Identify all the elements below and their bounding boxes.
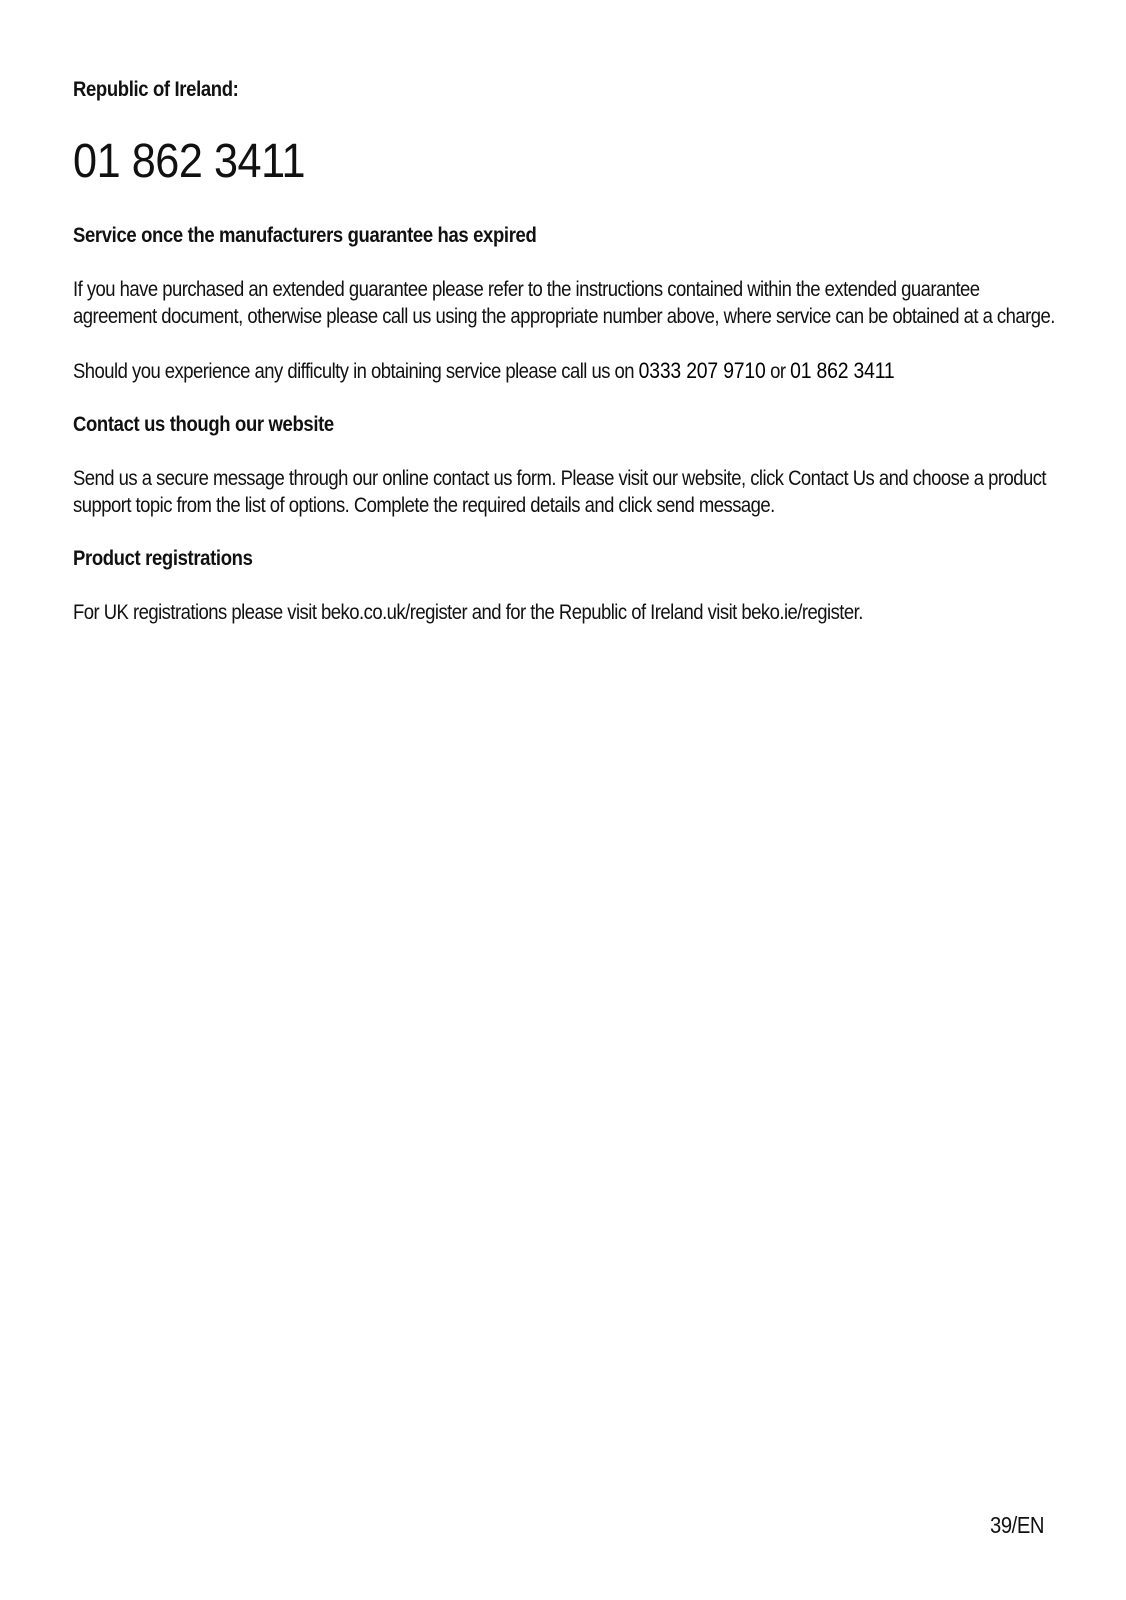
- document-page: [73, 76, 1063, 626]
- service-expired-paragraph: If you have purchased an extended guarantee please refer to the instructions contained within the extended guarantee agreement document, otherwise please call us using the appropriate number above, where service can be obtained at a charge.: [73, 278, 1055, 328]
- page-number: 39/EN: [990, 1512, 1045, 1538]
- ie-phone-number: 01 862 3411: [790, 358, 895, 383]
- website-heading: Contact us though our website: [73, 413, 334, 436]
- difficulty-text: Should you experience any difficulty in obtaining service please call us on: [73, 360, 639, 383]
- ireland-phone-number: 01 862 3411: [73, 135, 306, 188]
- or-text: or: [765, 360, 791, 383]
- registrations-paragraph: For UK registrations please visit beko.co.uk/register and for the Republic of Ireland visit beko.ie/register.: [73, 601, 863, 624]
- registrations-heading: Product registrations: [73, 547, 253, 570]
- uk-phone-number: 0333 207 9710: [638, 358, 766, 383]
- ireland-heading: Republic of Ireland:: [73, 78, 239, 101]
- difficulty-paragraph: [73, 357, 1063, 385]
- service-expired-heading: Service once the manufacturers guarantee has expired: [73, 224, 537, 247]
- website-paragraph: Send us a secure message through our online contact us form. Please visit our website, click Contact Us and choose a product support topic from the list of options. Complete the required details and click send message.: [73, 467, 1047, 517]
